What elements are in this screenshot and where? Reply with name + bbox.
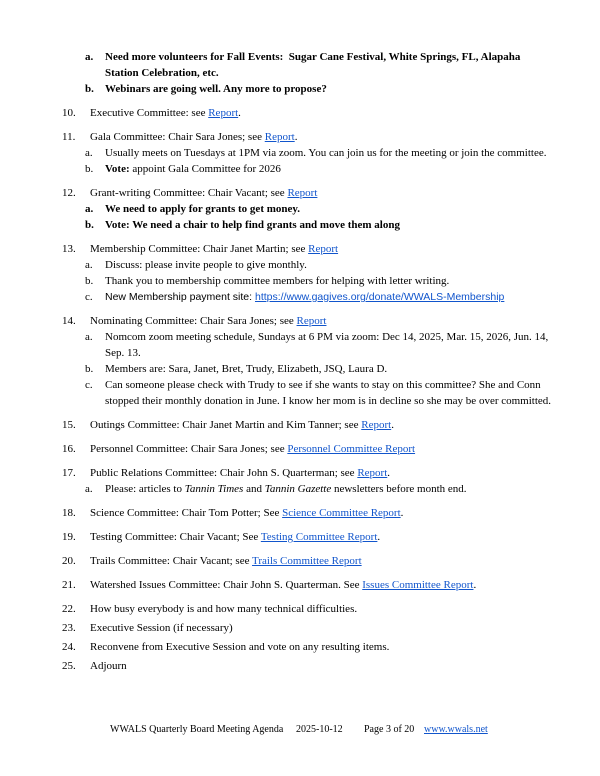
list-marker: b.: [85, 275, 94, 287]
agenda-block: [62, 241, 556, 305]
text-run: Discuss: please invite people to give monthly.: [105, 259, 307, 271]
line-text: [90, 601, 556, 617]
agenda-block: [62, 529, 556, 545]
agenda-subitem: [62, 217, 556, 233]
text-run: How busy everybody is and how many technical difficulties.: [90, 603, 358, 615]
line-text: [90, 465, 556, 481]
list-marker: b.: [85, 83, 94, 95]
list-marker: a.: [85, 483, 93, 495]
agenda-subitem: [62, 201, 556, 217]
agenda-item: [62, 529, 556, 545]
text-run: Science Committee: Chair Tom Potter; See: [90, 507, 283, 519]
text-run: Can someone please check with Trudy to see if she wants to stay on this committee? She and Conn stopped their monthly donation in June. I know her mom is in decline so she may be over committed.: [105, 379, 552, 407]
list-marker: a.: [85, 331, 93, 343]
list-marker: 25.: [62, 660, 76, 672]
agenda-block: [62, 185, 556, 233]
agenda-subitem: [62, 257, 556, 273]
text-run: Please: articles to: [105, 483, 185, 495]
pr-report-link[interactable]: Report: [357, 467, 388, 479]
agenda-item: [62, 417, 556, 433]
agenda-item: [62, 658, 556, 674]
line-text: [105, 145, 556, 161]
line-text: [105, 49, 556, 81]
list-marker: 10.: [62, 107, 76, 119]
agenda-block: [62, 313, 556, 409]
text-run: Reconvene from Executive Session and vote on any resulting items.: [90, 641, 390, 653]
list-marker: 19.: [62, 531, 76, 543]
text-run: Nominating Committee: Chair Sara Jones; see: [90, 315, 297, 327]
text-run: appoint Gala Committee for 2026: [129, 163, 281, 175]
text-run: Nomcom zoom meeting schedule, Sundays at 6 PM via zoom: Dec 14, 2025, Mar. 15, 2026, Jun. 14, Sep. 13.: [105, 331, 552, 359]
agenda-subitem: [62, 361, 556, 377]
text-run: and: [243, 483, 265, 495]
membership-report-link[interactable]: Report: [308, 243, 339, 255]
list-marker: b.: [85, 363, 94, 375]
line-text: [90, 105, 556, 121]
list-marker: 13.: [62, 243, 76, 255]
agenda-item: [62, 620, 556, 636]
nominating-report-link[interactable]: Report: [296, 315, 327, 327]
line-text: [105, 273, 556, 289]
agenda-item: [62, 577, 556, 593]
text-run: Watershed Issues Committee: Chair John S. Quarterman. See: [90, 579, 363, 591]
text-run: Grant-writing Committee: Chair Vacant; see: [90, 187, 288, 199]
agenda-item: [62, 105, 556, 121]
text-run: Testing Committee: Chair Vacant; See: [90, 531, 261, 543]
line-text: [90, 620, 556, 636]
footer-site-link[interactable]: www.wwals.net: [424, 724, 488, 735]
list-marker: 21.: [62, 579, 76, 591]
agenda-block: [62, 49, 556, 97]
agenda-item: [62, 465, 556, 481]
agenda-subitem: [62, 49, 556, 81]
footer-date: 2025-10-12: [296, 724, 343, 735]
text-run: Tannin Gazette: [264, 483, 332, 495]
text-run: Gala Committee: Chair Sara Jones; see: [90, 131, 265, 143]
outings-report-link[interactable]: Report: [361, 419, 392, 431]
list-marker: c.: [85, 379, 93, 391]
list-marker: a.: [85, 51, 94, 63]
agenda-item: [62, 313, 556, 329]
text-run: .: [473, 579, 477, 591]
agenda-subitem: [62, 81, 556, 97]
list-marker: 16.: [62, 443, 76, 455]
line-text: [90, 577, 556, 593]
agenda-block: [62, 620, 556, 636]
membership-payment-link[interactable]: https://www.gagives.org/donate/WWALS-Membership: [254, 291, 505, 303]
line-text: [105, 81, 556, 97]
text-run: .: [387, 467, 391, 479]
text-run: Webinars are going well. Any more to propose?: [105, 83, 327, 95]
line-text: [105, 377, 556, 409]
line-text: [90, 129, 556, 145]
agenda-item: [62, 241, 556, 257]
agenda-block: [62, 577, 556, 593]
line-text: [90, 241, 556, 257]
agenda-block: [62, 658, 556, 674]
text-run: Membership Committee: Chair Janet Martin; see: [90, 243, 309, 255]
line-text: [105, 257, 556, 273]
grant-report-link[interactable]: Report: [287, 187, 318, 199]
list-marker: 24.: [62, 641, 76, 653]
list-marker: c.: [85, 291, 93, 303]
text-run: Need more volunteers for Fall Events: Sugar Cane Festival, White Springs, FL, Alapaha Station Celebration, etc.: [105, 51, 524, 79]
agenda-subitem: [62, 273, 556, 289]
agenda-item: [62, 601, 556, 617]
text-run: Thank you to membership committee members for helping with letter writing.: [105, 275, 450, 287]
text-run: .: [377, 531, 381, 543]
agenda-subitem: [62, 145, 556, 161]
executive-report-link[interactable]: Report: [208, 107, 239, 119]
text-run: Usually meets on Tuesdays at 1PM via zoom. You can join us for the meeting or join the committee.: [105, 147, 547, 159]
agenda-item: [62, 129, 556, 145]
line-text: [105, 329, 556, 361]
text-run: Members are: Sara, Janet, Bret, Trudy, Elizabeth, JSQ, Laura D.: [105, 363, 388, 375]
list-marker: b.: [85, 163, 94, 175]
page-footer: [0, 723, 600, 739]
agenda-item: [62, 441, 556, 457]
line-text: [90, 505, 556, 521]
line-text: [105, 217, 556, 233]
footer-document-title: WWALS Quarterly Board Meeting Agenda: [110, 724, 284, 735]
list-marker: b.: [85, 219, 94, 231]
line-text: [90, 529, 556, 545]
list-marker: 15.: [62, 419, 76, 431]
line-text: [90, 553, 556, 569]
line-text: [105, 201, 556, 217]
line-text: [105, 161, 556, 177]
personnel-report-link[interactable]: Personnel Committee Report: [287, 443, 416, 455]
text-run: Tannin Times: [184, 483, 244, 495]
testing-report-link[interactable]: Testing Committee Report: [260, 531, 378, 543]
list-marker: 18.: [62, 507, 76, 519]
agenda-item: [62, 553, 556, 569]
agenda-block: [62, 465, 556, 497]
list-marker: 11.: [62, 131, 76, 143]
line-text: [90, 417, 556, 433]
list-marker: a.: [85, 259, 93, 271]
text-run: Personnel Committee: Chair Sara Jones; see: [90, 443, 288, 455]
list-marker: 12.: [62, 187, 76, 199]
list-marker: 23.: [62, 622, 76, 634]
line-text: [90, 441, 556, 457]
line-text: [105, 289, 556, 305]
list-marker: 22.: [62, 603, 76, 615]
agenda-subitem: [62, 329, 556, 361]
agenda-block: [62, 417, 556, 433]
agenda-block: [62, 639, 556, 655]
text-run: Executive Session (if necessary): [90, 622, 233, 634]
footer-page-number: Page 3 of 20: [364, 724, 415, 735]
text-run: Public Relations Committee: Chair John S. Quarterman; see: [90, 467, 358, 479]
text-run: Adjourn: [90, 660, 127, 672]
agenda-block: [62, 601, 556, 617]
trails-report-link[interactable]: Trails Committee Report: [252, 555, 362, 567]
text-run: Trails Committee: Chair Vacant; see: [90, 555, 253, 567]
agenda-block: [62, 505, 556, 521]
text-run: newsletters before month end.: [331, 483, 467, 495]
text-run: Outings Committee: Chair Janet Martin and Kim Tanner; see: [90, 419, 362, 431]
list-marker: a.: [85, 203, 94, 215]
text-run: .: [391, 419, 394, 431]
agenda-subitem: [62, 289, 556, 305]
line-text: [90, 313, 556, 329]
gala-report-link[interactable]: Report: [264, 131, 295, 143]
agenda-item: [62, 505, 556, 521]
text-run: Executive Committee: see: [90, 107, 209, 119]
science-report-link[interactable]: Science Committee Report: [282, 507, 401, 519]
line-text: [105, 481, 556, 497]
line-text: [90, 639, 556, 655]
text-run: Vote:: [105, 163, 130, 175]
list-marker: 17.: [62, 467, 76, 479]
agenda-subitem: [62, 161, 556, 177]
agenda-block: [62, 105, 556, 121]
text-run: .: [400, 507, 404, 519]
issues-report-link[interactable]: Issues Committee Report: [362, 579, 474, 591]
text-run: We need to apply for grants to get money.: [105, 203, 301, 215]
text-run: New Membership payment site:: [105, 291, 255, 303]
text-run: .: [238, 107, 241, 119]
text-run: .: [294, 131, 298, 143]
agenda-block: [62, 441, 556, 457]
text-run: Vote: We need a chair to help find grants and move them along: [105, 219, 400, 231]
list-marker: 14.: [62, 315, 76, 327]
list-marker: 20.: [62, 555, 76, 567]
agenda-subitem: [62, 377, 556, 409]
line-text: [90, 185, 556, 201]
agenda-block: [62, 129, 556, 177]
agenda-block: [62, 553, 556, 569]
line-text: [105, 361, 556, 377]
line-text: [90, 658, 556, 674]
agenda-item: [62, 185, 556, 201]
list-marker: a.: [85, 147, 93, 159]
agenda-item: [62, 639, 556, 655]
agenda-subitem: [62, 481, 556, 497]
